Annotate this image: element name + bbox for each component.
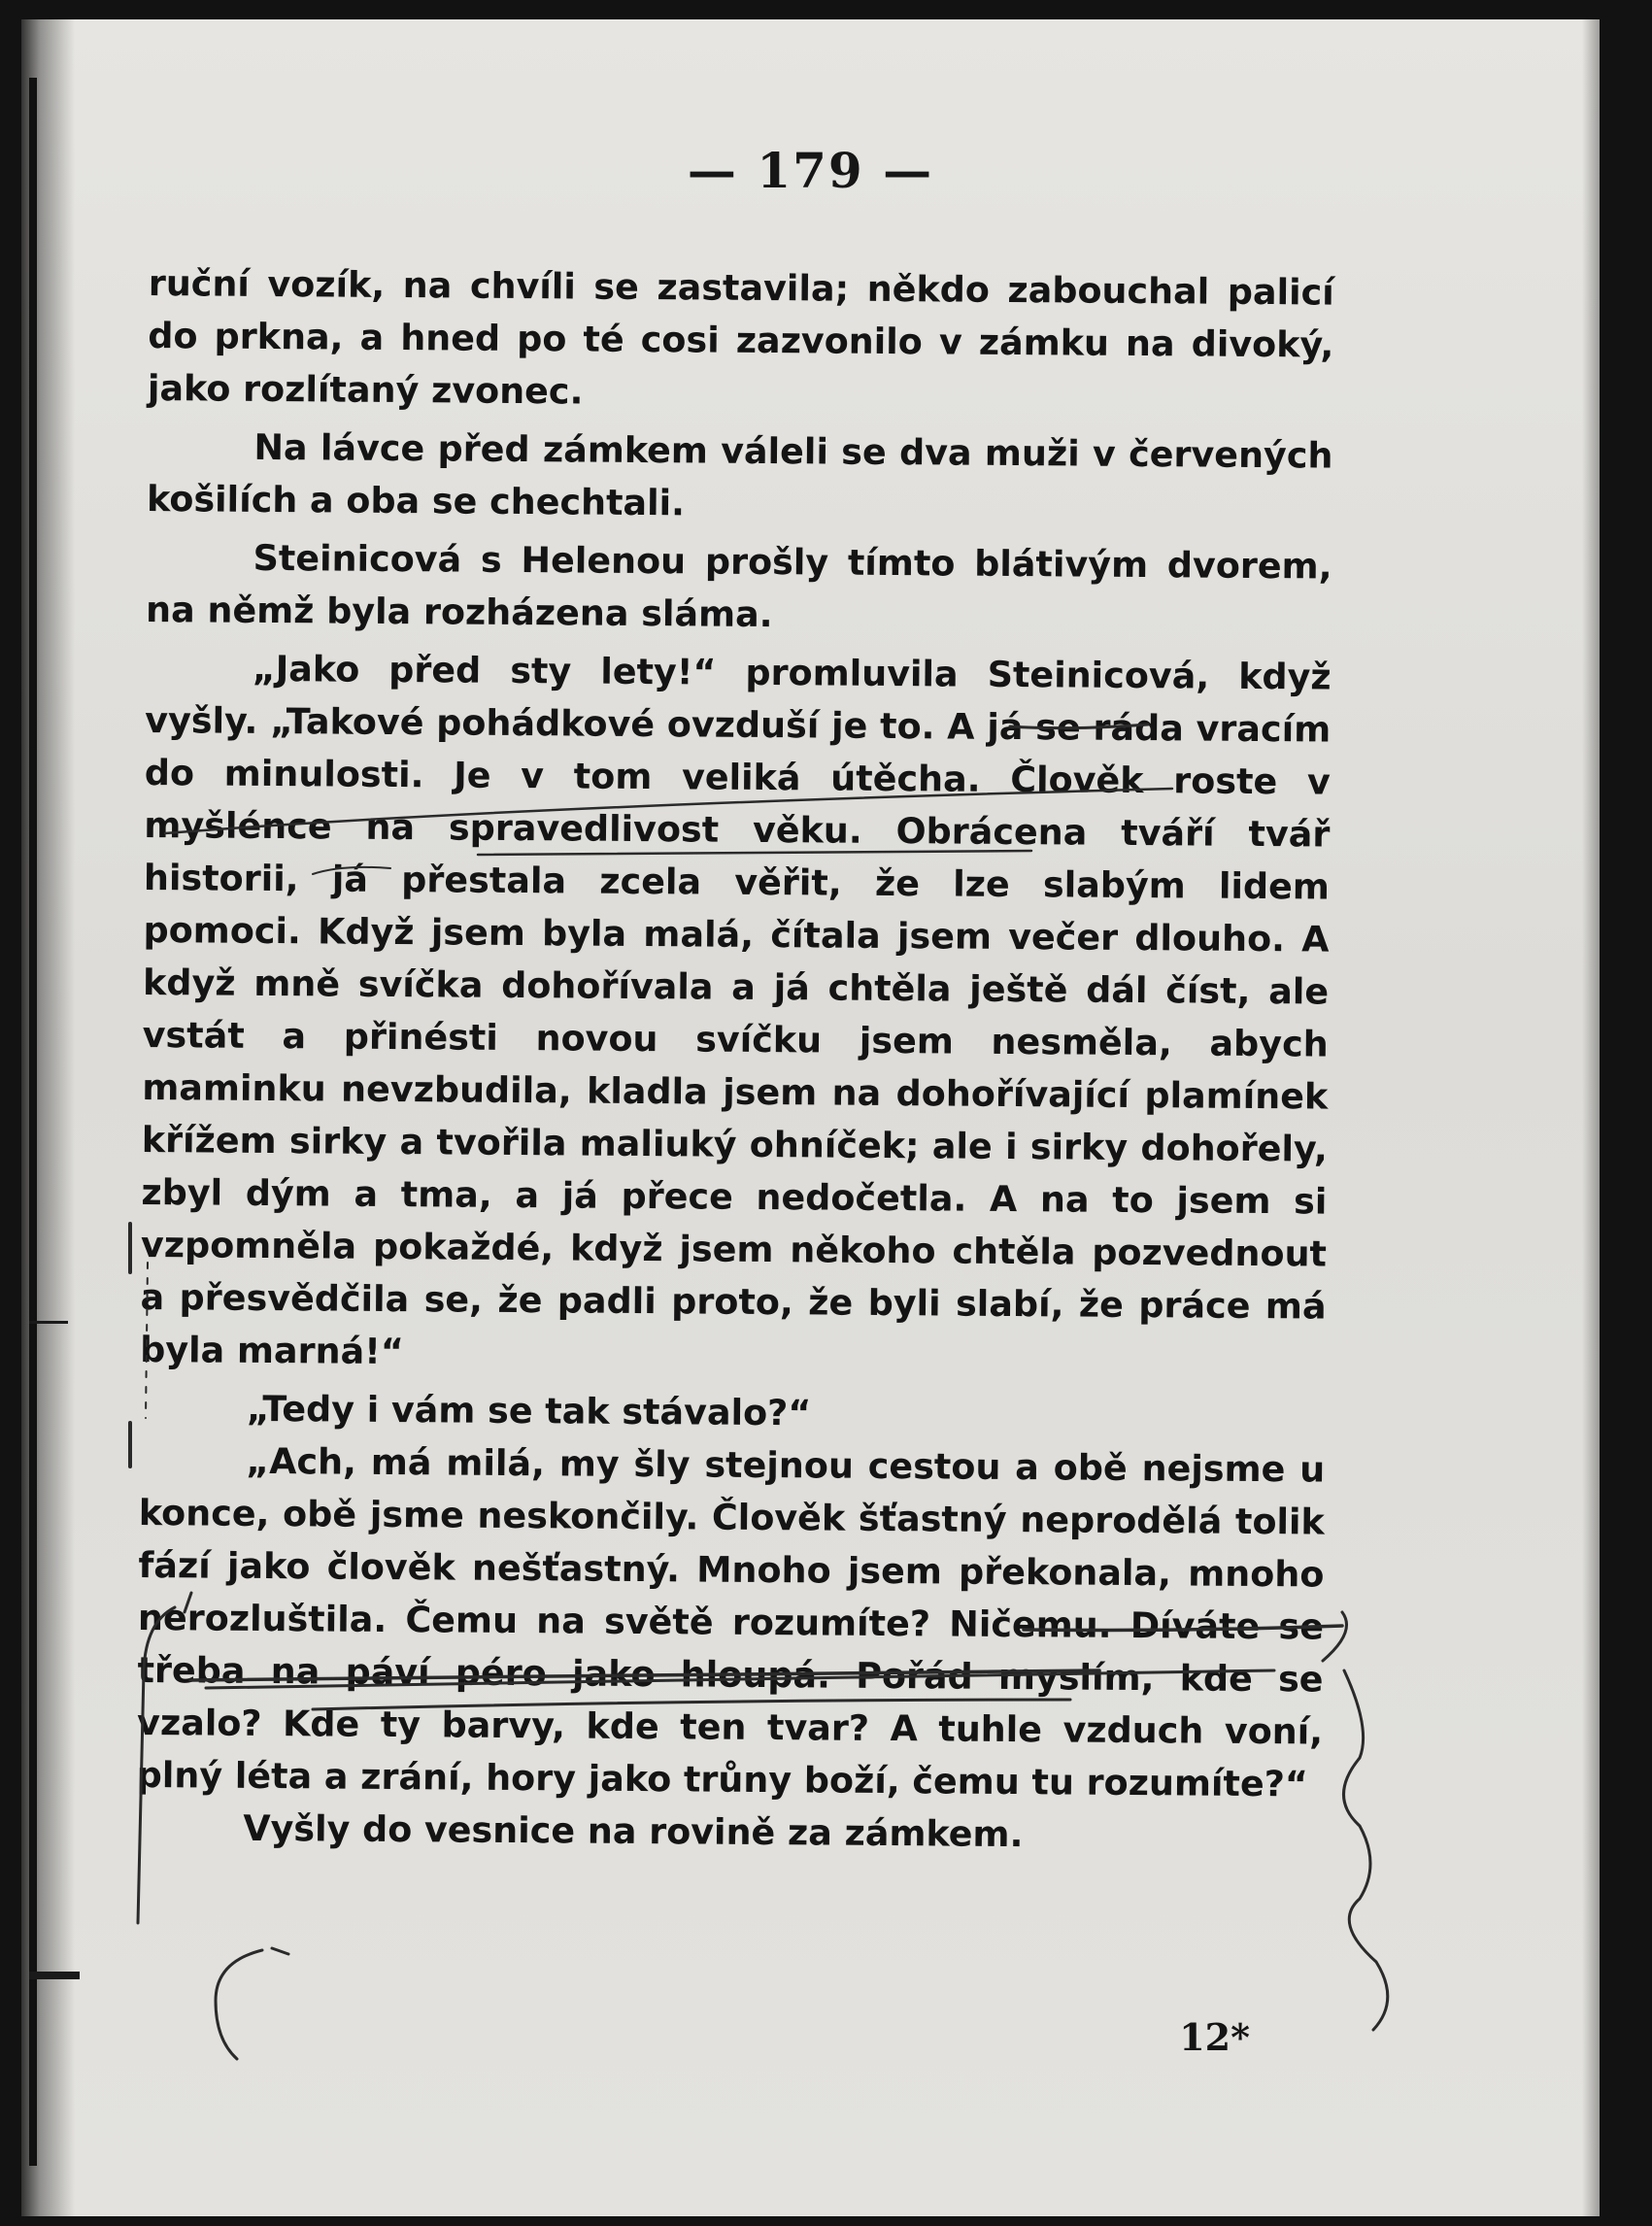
bracket-mark — [272, 1948, 288, 1954]
bracket-mark — [216, 1950, 262, 2059]
margin-rule — [29, 78, 37, 2166]
paragraph: ruční vozík, na chvíli se zastavila; někdo zabouchal palicí do prkna, a hned po té cosi zazvonilo v zámku na divoký, jako rozlítaný zvonec. — [147, 261, 1334, 413]
book-page — [21, 19, 1600, 2216]
signature-mark: 12* — [1179, 2015, 1250, 2059]
margin-tick — [29, 1972, 80, 1979]
paragraph: „Jako před sty lety!“ promluvila Steinicová, když vyšly. „Takové pohádkové ovzduší je to. A já se ráda vracím do minulosti. Je v tom veliká útěcha. Člověk roste v myšlénce na spravedlivost věku. Obrácena tváří tvář historii, já přestala zcela věřit, že lze slabým lidem pomoci. Když jsem byla malá, čítala jsem večer dlouho. A když mně svíčka dohořívala a já chtěla ještě dál číst, ale vstát a přinésti novou svíčku jsem nesměla, abych maminku nevzbudila, kladla jsem na dohořívající plamínek křížem sirky a tvořila maliuký ohníček; ale i sirky dohořely, zbyl dým a tma, a já přece nedočetla. A na to jsem si vzpomněla pokaždé, když jsem někoho chtěla pozvednout a přesvědčila se, že padli proto, že byli slabí, že práce má byla marná!“ — [139, 647, 1332, 1373]
paragraph: Steinicová s Helenou prošly tímto blátivým dvorem, na němž byla rozházena sláma. — [145, 536, 1332, 636]
page-edge-shadow — [1582, 19, 1600, 2216]
paragraph: „Ach, má milá, my šly stejnou cestou a obě nejsme u konce, obě jsme neskončily. Člověk šťastný neprodělá tolik fází jako člověk nešťastný. Mnoho jsem překonala, mnoho nerozluštila. Čemu na světě rozumíte? Ničemu. Díváte se třeba na páví péro jako hloupá. Pořád myslím, kde se vzalo? Kde ty barvy, kde ten tvar? A tuhle vzduch voní, plný léta a zrání, hory jako trůny boží, čemu tu rozumíte?“ — [136, 1439, 1326, 1805]
margin-tick — [29, 1321, 68, 1324]
paragraph: Na lávce před zámkem váleli se dva muži v červených košilích a oba se chechtali. — [146, 425, 1333, 524]
page-number: — 179 — — [687, 142, 934, 199]
bracket-mark — [1323, 1612, 1388, 2030]
paragraph: Vyšly do vesnice na rovině za zámkem. — [243, 1806, 1024, 1856]
paragraph: „Tedy i vám se tak stávalo?“ — [246, 1387, 812, 1434]
body-text — [136, 257, 1334, 1864]
